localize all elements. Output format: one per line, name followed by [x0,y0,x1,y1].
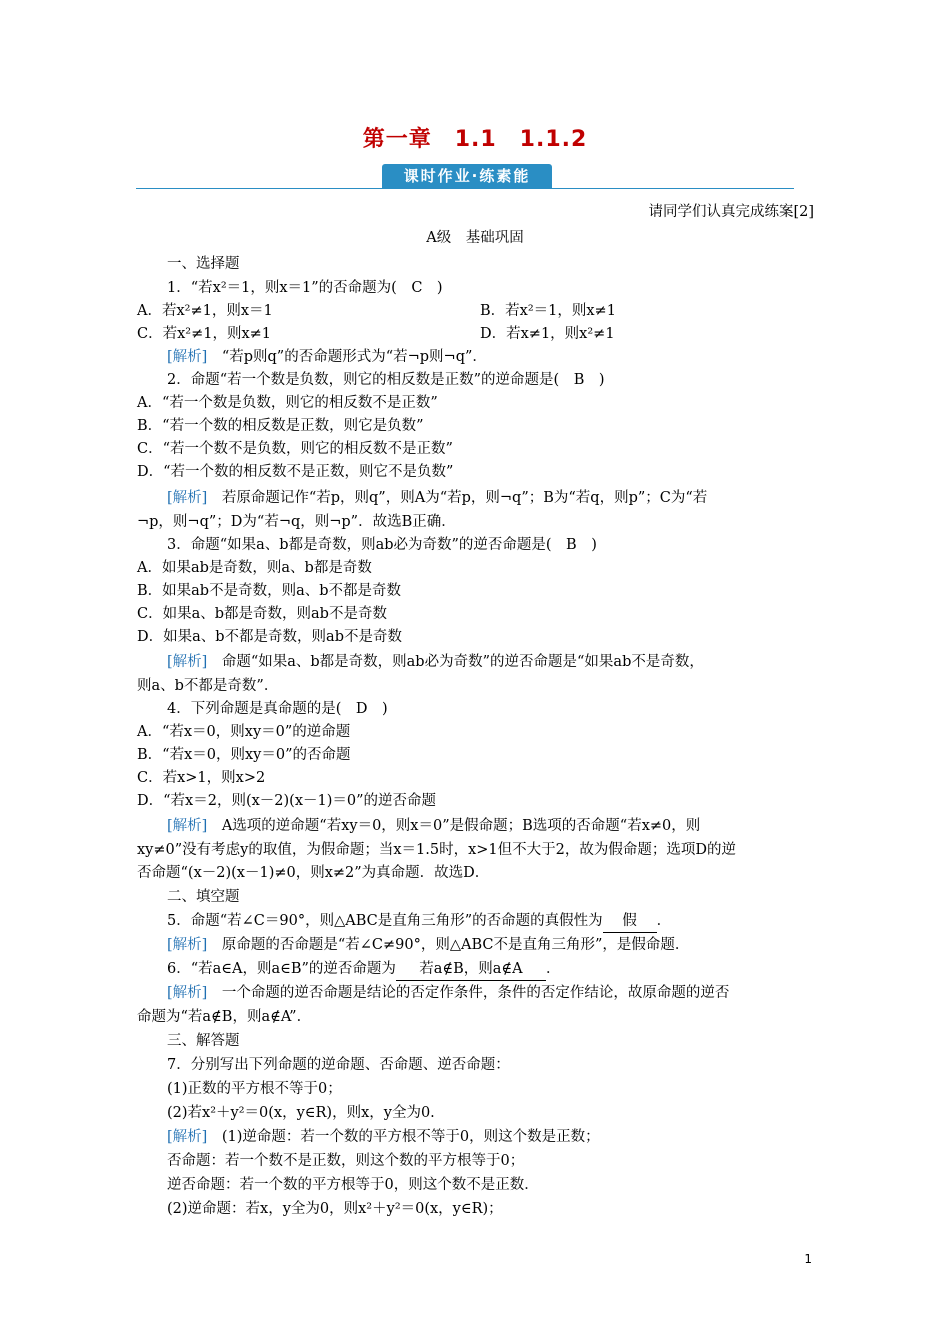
option-3c: C．如果a、b都是奇数，则ab不是奇数 [137,606,387,622]
option-3a: A．如果ab是奇数，则a、b都是奇数 [137,560,372,576]
level-heading: A级 基础巩固 [426,230,524,246]
answer-blank: 假 [603,910,657,933]
analysis-3-cont: 则a、b不都是奇数”． [137,678,279,694]
analysis-tag: [解析] [167,985,208,1001]
option-2c: C．“若一个数不是负数，则它的相反数不是正数” [137,441,453,457]
analysis-4-cont2: 否命题“(x－2)(x－1)≠0，则x≠2”为真命题．故选D． [137,865,490,881]
section-badge: 课时作业·练素能 [382,164,552,188]
analysis-tag: [解析] [167,349,208,365]
option-4c: C．若x>1，则x>2 [137,770,266,786]
analysis-3 [167,651,704,673]
option-1d: D．若x≠1，则x²≠1 [480,326,615,342]
option-4a: A．“若x＝0，则xy＝0”的逆命题 [137,724,351,740]
option-3d: D．如果a、b不都是奇数，则ab不是奇数 [137,629,402,645]
analysis-6-cont: 命题为“若a∉B，则a∉A”． [137,1009,312,1025]
answer-blank: 若a∉B，则a∉A [396,958,546,981]
option-3b: B．如果ab不是奇数，则a、b不都是奇数 [137,583,402,599]
question-7-part2: (2)若x²＋y²＝0(x，y∈R)，则x，y全为0. [167,1105,435,1121]
analysis-4 [167,815,700,837]
analysis-tag: [解析] [167,490,208,506]
period: ． [545,961,561,977]
question-5 [167,910,671,933]
question-text: 5．命题“若∠C＝90°，则△ABC是直角三角形”的否命题的真假性为 [167,913,603,929]
analysis-text: 原命题的否命题是“若∠C≠90°，则△ABC不是直角三角形”，是假命题． [221,937,690,953]
option-4d: D．“若x＝2，则(x－2)(x－1)＝0”的逆否命题 [137,793,437,809]
analysis-text: 一个命题的逆否命题是结论的否定作条件，条件的否定作结论，故原命题的逆否 [221,985,730,1001]
option-2b: B．“若一个数的相反数是正数，则它是负数” [137,418,424,434]
question-2: 2．命题“若一个数是负数，则它的相反数是正数”的逆命题是( B ) [167,372,605,388]
analysis-4-cont1: xy≠0”没有考虑y的取值，为假命题；当x＝1.5时，x>1但不大于2，故为假命题；选项D的逆 [137,842,736,858]
analysis-7 [167,1126,600,1148]
question-7: 7．分别写出下列命题的逆命题、否命题、逆否命题： [167,1057,510,1073]
analysis-5 [167,934,689,956]
analysis-2 [167,487,707,509]
option-4b: B．“若x＝0，则xy＝0”的否命题 [137,747,351,763]
analysis-7-contra: 逆否命题：若一个数的平方根等于0，则这个数不是正数． [167,1177,539,1193]
question-3: 3．命题“如果a、b都是奇数，则ab必为奇数”的逆否命题是( B ) [167,537,597,553]
analysis-text: (1)逆命题：若一个数的平方根不等于0，则这个数是正数； [221,1129,600,1145]
analysis-2-cont: ¬p，则¬q”；D为“若¬q，则¬p”．故选B正确． [137,514,456,530]
option-1c: C．若x²≠1，则x≠1 [137,326,272,342]
analysis-text: 命题“如果a、b都是奇数，则ab必为奇数”的逆否命题是“如果ab不是奇数， [221,654,704,670]
analysis-tag: [解析] [167,654,208,670]
practice-note: 请同学们认真完成练案[2] [648,204,814,220]
question-text: 6．“若a∈A，则a∈B”的逆否命题为 [167,961,396,977]
analysis-6 [167,982,729,1004]
analysis-1 [167,346,487,368]
analysis-7-neg: 否命题：若一个数不是正数，则这个数的平方根等于0； [167,1153,525,1169]
section-heading: 一、选择题 [167,256,240,272]
period: ． [656,913,672,929]
option-1b: B．若x²＝1，则x≠1 [480,303,616,319]
analysis-text: A选项的逆命题“若xy＝0，则x＝0”是假命题；B选项的否命题“若x≠0，则 [221,818,701,834]
analysis-tag: [解析] [167,937,208,953]
section-heading: 三、解答题 [167,1033,240,1049]
question-4: 4．下列命题是真命题的是( D ) [167,701,388,717]
option-2a: A．“若一个数是负数，则它的相反数不是正数” [137,395,438,411]
option-1a: A．若x²≠1，则x＝1 [137,303,273,319]
question-1: 1．“若x²＝1，则x＝1”的否命题为( C ) [167,280,443,296]
header-divider [136,188,794,189]
question-6 [167,958,560,981]
analysis-text: “若p则q”的否命题形式为“若¬p则¬q”． [221,349,487,365]
section-heading: 二、填空题 [167,889,240,905]
analysis-text: 若原命题记作“若p，则q”，则A为“若p，则¬q”；B为“若q，则p”；C为“若 [221,490,708,506]
option-2d: D．“若一个数的相反数不是正数，则它不是负数” [137,464,454,480]
chapter-title: 第一章 1.1 1.1.2 [362,127,588,152]
analysis-tag: [解析] [167,1129,208,1145]
page-number: 1 [804,1252,812,1266]
analysis-7-part2: (2)逆命题：若x，y全为0，则x²＋y²＝0(x，y∈R)； [167,1201,503,1217]
analysis-tag: [解析] [167,818,208,834]
question-7-part1: (1)正数的平方根不等于0； [167,1081,342,1097]
